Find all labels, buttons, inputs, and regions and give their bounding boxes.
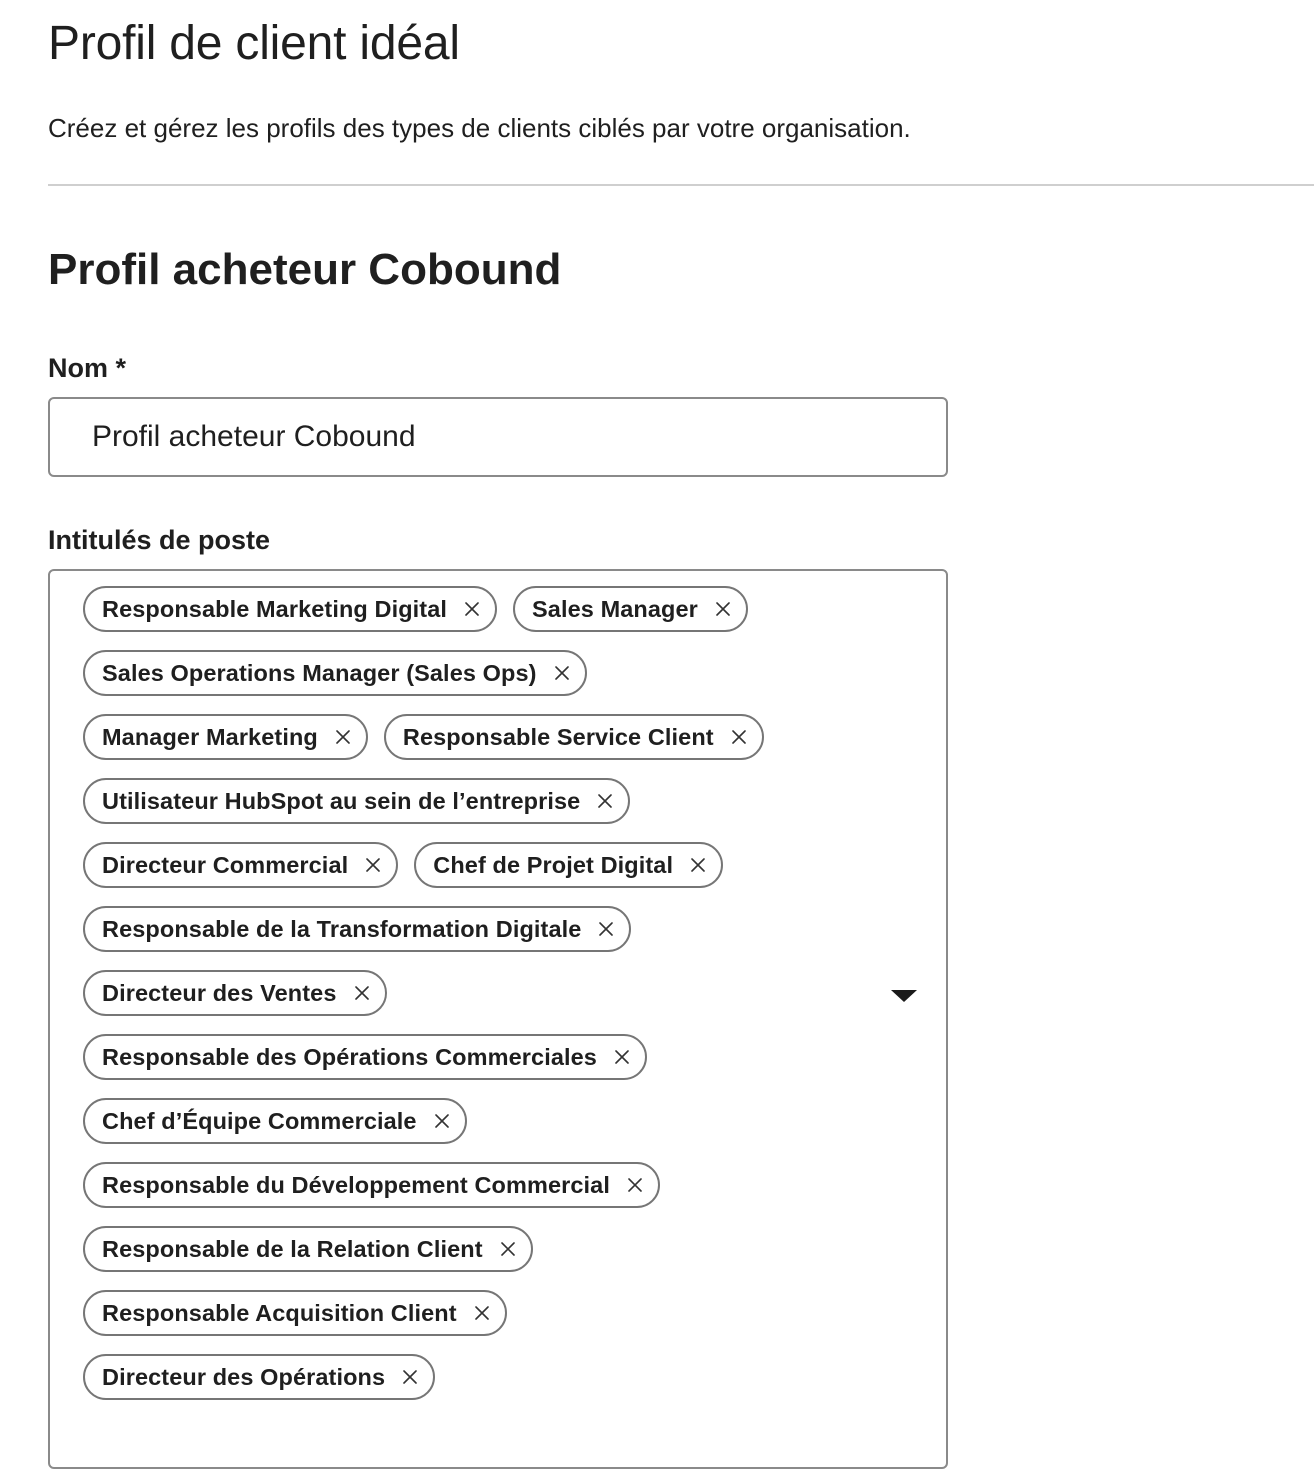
tag-row	[83, 778, 863, 824]
close-icon[interactable]	[355, 986, 369, 1000]
tag-row	[83, 1226, 863, 1272]
job-title-tag	[83, 778, 630, 824]
name-field-label: Nom *	[48, 353, 127, 383]
job-title-tag	[83, 1290, 507, 1336]
tag-row	[83, 906, 863, 952]
job-title-tags	[83, 586, 863, 1400]
tag-row	[83, 1290, 863, 1336]
close-icon[interactable]	[615, 1050, 629, 1064]
job-title-tag	[83, 1354, 435, 1400]
job-title-tag	[414, 842, 723, 888]
section-title: Profil acheteur Cobound	[48, 245, 562, 294]
close-icon[interactable]	[435, 1114, 449, 1128]
name-input[interactable]	[48, 397, 948, 477]
tag-label: Responsable de la Relation Client	[102, 1235, 483, 1262]
job-title-tag	[83, 842, 398, 888]
page-subtitle: Créez et gérez les profils des types de clients ciblés par votre organisation.	[48, 113, 911, 143]
tag-label: Responsable Acquisition Client	[102, 1299, 457, 1326]
tag-label: Responsable Marketing Digital	[102, 595, 448, 622]
close-icon[interactable]	[403, 1370, 417, 1384]
tag-label: Chef d’Équipe Commerciale	[102, 1107, 417, 1134]
tag-row	[83, 586, 863, 632]
close-icon[interactable]	[732, 730, 746, 744]
close-icon[interactable]	[628, 1178, 642, 1192]
tag-row	[83, 842, 863, 888]
close-icon[interactable]	[599, 922, 613, 936]
tag-label: Manager Marketing	[102, 723, 318, 750]
caret-down-icon[interactable]	[891, 990, 917, 1002]
job-title-tag	[83, 650, 587, 696]
divider	[48, 184, 1314, 186]
tag-row	[83, 1034, 863, 1080]
tag-label: Responsable des Opérations Commerciales	[102, 1043, 597, 1070]
job-title-tag	[83, 1226, 533, 1272]
tag-label: Directeur des Opérations	[102, 1363, 386, 1390]
close-icon[interactable]	[598, 794, 612, 808]
tag-row	[83, 1354, 863, 1400]
tag-label: Responsable du Développement Commercial	[102, 1171, 610, 1198]
tag-label: Directeur des Ventes	[102, 979, 337, 1006]
tag-row	[83, 714, 863, 760]
close-icon[interactable]	[475, 1306, 489, 1320]
job-title-tag	[83, 1098, 467, 1144]
job-titles-multiselect[interactable]	[48, 569, 948, 1469]
job-title-tag	[83, 970, 387, 1016]
close-icon[interactable]	[555, 666, 569, 680]
job-title-tag	[83, 906, 631, 952]
tag-label: Sales Operations Manager (Sales Ops)	[102, 659, 537, 686]
job-title-tag	[384, 714, 764, 760]
close-icon[interactable]	[366, 858, 380, 872]
job-title-tag	[83, 1162, 660, 1208]
tag-label: Chef de Projet Digital	[433, 851, 674, 878]
close-icon[interactable]	[691, 858, 705, 872]
tag-label: Directeur Commercial	[102, 851, 349, 878]
close-icon[interactable]	[336, 730, 350, 744]
tag-row	[83, 650, 863, 696]
tag-row	[83, 1162, 863, 1208]
tag-row	[83, 1098, 863, 1144]
tag-label: Responsable Service Client	[402, 723, 714, 750]
close-icon[interactable]	[501, 1242, 515, 1256]
job-title-tag	[513, 586, 748, 632]
tag-label: Utilisateur HubSpot au sein de l’entreprise	[102, 787, 581, 814]
page-title: Profil de client idéal	[48, 17, 460, 70]
tag-row	[83, 970, 863, 1016]
close-icon[interactable]	[716, 602, 730, 616]
job-titles-label: Intitulés de poste	[48, 525, 271, 555]
job-title-tag	[83, 1034, 647, 1080]
job-title-tag	[83, 586, 497, 632]
job-title-tag	[83, 714, 368, 760]
tag-label: Responsable de la Transformation Digitale	[102, 915, 582, 942]
close-icon[interactable]	[465, 602, 479, 616]
tag-label: Sales Manager	[532, 595, 698, 622]
